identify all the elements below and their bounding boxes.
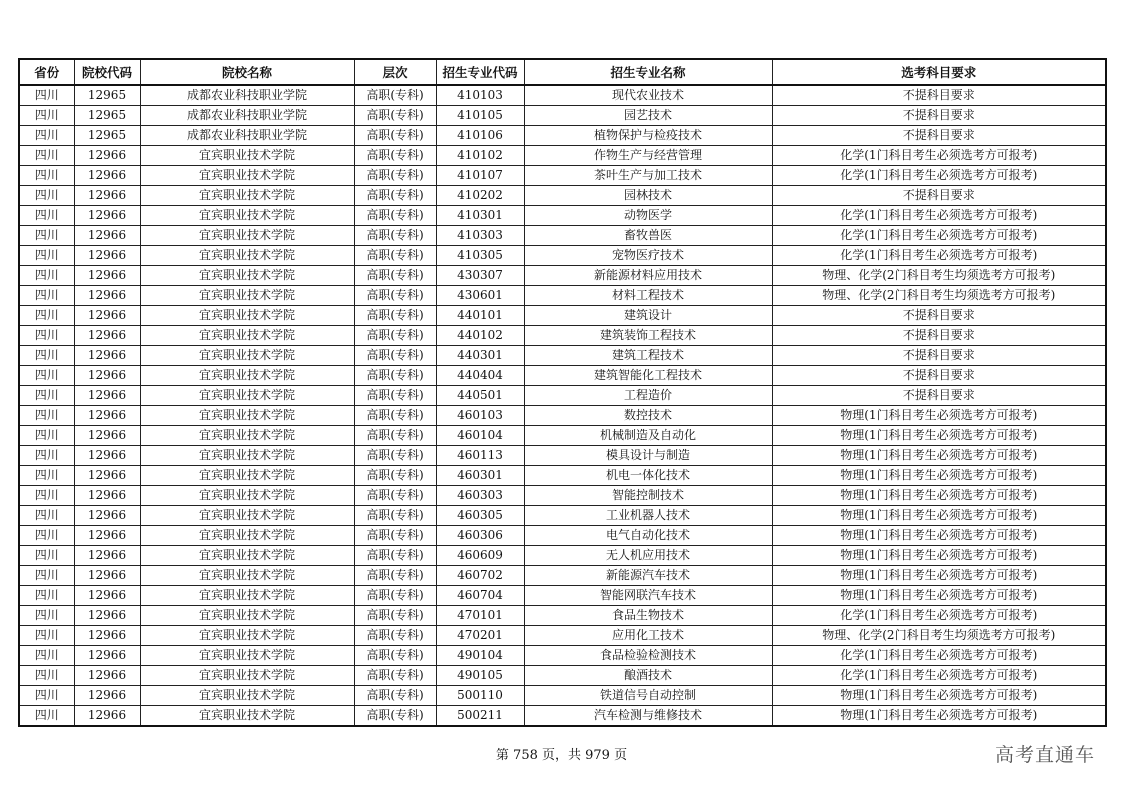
cell-school-code: 12966 bbox=[74, 646, 140, 666]
page-number: 第 758 页，共 979 页 bbox=[495, 748, 628, 763]
cell-subject-requirement: 不提科目要求 bbox=[772, 106, 1106, 126]
cell-level: 高职(专科) bbox=[354, 126, 436, 146]
cell-major-code: 470201 bbox=[436, 626, 524, 646]
cell-level: 高职(专科) bbox=[354, 386, 436, 406]
cell-major-name: 建筑工程技术 bbox=[524, 346, 772, 366]
cell-level: 高职(专科) bbox=[354, 346, 436, 366]
header-level: 层次 bbox=[354, 59, 436, 85]
cell-school-name: 宜宾职业技术学院 bbox=[140, 486, 354, 506]
cell-school-code: 12966 bbox=[74, 666, 140, 686]
cell-province: 四川 bbox=[19, 546, 74, 566]
cell-school-name: 宜宾职业技术学院 bbox=[140, 546, 354, 566]
cell-level: 高职(专科) bbox=[354, 686, 436, 706]
cell-province: 四川 bbox=[19, 706, 74, 727]
cell-subject-requirement: 化学(1门科目考生必须选考方可报考) bbox=[772, 206, 1106, 226]
cell-school-code: 12966 bbox=[74, 686, 140, 706]
cell-major-name: 食品生物技术 bbox=[524, 606, 772, 626]
cell-subject-requirement: 物理(1门科目考生必须选考方可报考) bbox=[772, 446, 1106, 466]
cell-school-code: 12966 bbox=[74, 706, 140, 727]
table-row bbox=[19, 286, 1106, 306]
cell-major-name: 模具设计与制造 bbox=[524, 446, 772, 466]
cell-school-code: 12966 bbox=[74, 486, 140, 506]
cell-province: 四川 bbox=[19, 526, 74, 546]
cell-level: 高职(专科) bbox=[354, 666, 436, 686]
cell-subject-requirement: 物理(1门科目考生必须选考方可报考) bbox=[772, 466, 1106, 486]
cell-school-code: 12966 bbox=[74, 626, 140, 646]
cell-major-name: 建筑智能化工程技术 bbox=[524, 366, 772, 386]
cell-subject-requirement: 不提科目要求 bbox=[772, 186, 1106, 206]
cell-major-name: 电气自动化技术 bbox=[524, 526, 772, 546]
watermark-logo: 高考直通车 bbox=[994, 744, 1095, 766]
cell-school-name: 宜宾职业技术学院 bbox=[140, 666, 354, 686]
cell-school-code: 12966 bbox=[74, 546, 140, 566]
cell-major-name: 工程造价 bbox=[524, 386, 772, 406]
cell-major-name: 工业机器人技术 bbox=[524, 506, 772, 526]
cell-subject-requirement: 不提科目要求 bbox=[772, 306, 1106, 326]
table-row bbox=[19, 526, 1106, 546]
cell-subject-requirement: 物理(1门科目考生必须选考方可报考) bbox=[772, 486, 1106, 506]
cell-subject-requirement: 物理(1门科目考生必须选考方可报考) bbox=[772, 406, 1106, 426]
cell-school-name: 宜宾职业技术学院 bbox=[140, 626, 354, 646]
cell-school-name: 宜宾职业技术学院 bbox=[140, 386, 354, 406]
table-row bbox=[19, 466, 1106, 486]
cell-major-code: 410102 bbox=[436, 146, 524, 166]
cell-province: 四川 bbox=[19, 85, 74, 106]
cell-subject-requirement: 物理(1门科目考生必须选考方可报考) bbox=[772, 566, 1106, 586]
cell-school-name: 成都农业科技职业学院 bbox=[140, 85, 354, 106]
cell-subject-requirement: 物理(1门科目考生必须选考方可报考) bbox=[772, 706, 1106, 727]
cell-school-code: 12965 bbox=[74, 126, 140, 146]
cell-school-name: 宜宾职业技术学院 bbox=[140, 586, 354, 606]
cell-school-name: 宜宾职业技术学院 bbox=[140, 406, 354, 426]
cell-province: 四川 bbox=[19, 226, 74, 246]
cell-level: 高职(专科) bbox=[354, 566, 436, 586]
cell-major-name: 机械制造及自动化 bbox=[524, 426, 772, 446]
table-row bbox=[19, 546, 1106, 566]
cell-major-code: 460103 bbox=[436, 406, 524, 426]
cell-level: 高职(专科) bbox=[354, 486, 436, 506]
table-row bbox=[19, 306, 1106, 326]
cell-major-code: 460704 bbox=[436, 586, 524, 606]
table-row bbox=[19, 206, 1106, 226]
cell-major-code: 490104 bbox=[436, 646, 524, 666]
cell-province: 四川 bbox=[19, 386, 74, 406]
table-row bbox=[19, 146, 1106, 166]
cell-major-name: 食品检验检测技术 bbox=[524, 646, 772, 666]
cell-school-code: 12966 bbox=[74, 506, 140, 526]
cell-major-name: 茶叶生产与加工技术 bbox=[524, 166, 772, 186]
cell-major-code: 410303 bbox=[436, 226, 524, 246]
cell-school-name: 宜宾职业技术学院 bbox=[140, 526, 354, 546]
cell-school-name: 宜宾职业技术学院 bbox=[140, 466, 354, 486]
cell-major-code: 460301 bbox=[436, 466, 524, 486]
cell-subject-requirement: 物理(1门科目考生必须选考方可报考) bbox=[772, 546, 1106, 566]
cell-major-name: 作物生产与经营管理 bbox=[524, 146, 772, 166]
cell-school-code: 12966 bbox=[74, 606, 140, 626]
cell-major-code: 440101 bbox=[436, 306, 524, 326]
header-major-name: 招生专业名称 bbox=[524, 59, 772, 85]
cell-subject-requirement: 物理、化学(2门科目考生均须选考方可报考) bbox=[772, 286, 1106, 306]
table-row bbox=[19, 626, 1106, 646]
cell-province: 四川 bbox=[19, 366, 74, 386]
cell-province: 四川 bbox=[19, 606, 74, 626]
cell-subject-requirement: 不提科目要求 bbox=[772, 126, 1106, 146]
admissions-table-wrapper bbox=[18, 58, 1105, 727]
cell-school-name: 宜宾职业技术学院 bbox=[140, 506, 354, 526]
cell-major-name: 酿酒技术 bbox=[524, 666, 772, 686]
cell-school-code: 12966 bbox=[74, 406, 140, 426]
cell-province: 四川 bbox=[19, 646, 74, 666]
cell-major-name: 现代农业技术 bbox=[524, 85, 772, 106]
cell-subject-requirement: 化学(1门科目考生必须选考方可报考) bbox=[772, 146, 1106, 166]
cell-province: 四川 bbox=[19, 426, 74, 446]
table-row bbox=[19, 686, 1106, 706]
cell-school-name: 宜宾职业技术学院 bbox=[140, 566, 354, 586]
cell-school-code: 12966 bbox=[74, 566, 140, 586]
cell-level: 高职(专科) bbox=[354, 166, 436, 186]
cell-school-code: 12966 bbox=[74, 226, 140, 246]
cell-level: 高职(专科) bbox=[354, 406, 436, 426]
table-row bbox=[19, 186, 1106, 206]
cell-province: 四川 bbox=[19, 326, 74, 346]
cell-major-name: 宠物医疗技术 bbox=[524, 246, 772, 266]
table-row bbox=[19, 486, 1106, 506]
cell-subject-requirement: 物理(1门科目考生必须选考方可报考) bbox=[772, 586, 1106, 606]
cell-school-code: 12966 bbox=[74, 146, 140, 166]
cell-subject-requirement: 化学(1门科目考生必须选考方可报考) bbox=[772, 646, 1106, 666]
cell-major-code: 460303 bbox=[436, 486, 524, 506]
cell-level: 高职(专科) bbox=[354, 146, 436, 166]
cell-level: 高职(专科) bbox=[354, 106, 436, 126]
cell-level: 高职(专科) bbox=[354, 446, 436, 466]
table-row bbox=[19, 706, 1106, 727]
cell-major-code: 440301 bbox=[436, 346, 524, 366]
cell-level: 高职(专科) bbox=[354, 326, 436, 346]
cell-school-code: 12966 bbox=[74, 326, 140, 346]
cell-major-code: 410106 bbox=[436, 126, 524, 146]
cell-province: 四川 bbox=[19, 586, 74, 606]
cell-province: 四川 bbox=[19, 306, 74, 326]
cell-school-code: 12966 bbox=[74, 206, 140, 226]
cell-province: 四川 bbox=[19, 346, 74, 366]
cell-major-code: 440501 bbox=[436, 386, 524, 406]
cell-major-code: 410202 bbox=[436, 186, 524, 206]
cell-major-code: 460702 bbox=[436, 566, 524, 586]
cell-level: 高职(专科) bbox=[354, 706, 436, 727]
cell-subject-requirement: 物理(1门科目考生必须选考方可报考) bbox=[772, 686, 1106, 706]
cell-province: 四川 bbox=[19, 446, 74, 466]
cell-major-code: 460113 bbox=[436, 446, 524, 466]
cell-major-name: 材料工程技术 bbox=[524, 286, 772, 306]
cell-province: 四川 bbox=[19, 486, 74, 506]
cell-major-code: 500211 bbox=[436, 706, 524, 727]
cell-major-code: 470101 bbox=[436, 606, 524, 626]
cell-level: 高职(专科) bbox=[354, 85, 436, 106]
cell-province: 四川 bbox=[19, 686, 74, 706]
cell-province: 四川 bbox=[19, 666, 74, 686]
cell-level: 高职(专科) bbox=[354, 546, 436, 566]
table-row bbox=[19, 85, 1106, 106]
cell-province: 四川 bbox=[19, 246, 74, 266]
cell-province: 四川 bbox=[19, 626, 74, 646]
cell-major-name: 机电一体化技术 bbox=[524, 466, 772, 486]
table-row bbox=[19, 586, 1106, 606]
cell-major-name: 畜牧兽医 bbox=[524, 226, 772, 246]
cell-school-code: 12966 bbox=[74, 426, 140, 446]
cell-school-name: 宜宾职业技术学院 bbox=[140, 246, 354, 266]
cell-major-name: 应用化工技术 bbox=[524, 626, 772, 646]
cell-province: 四川 bbox=[19, 286, 74, 306]
cell-subject-requirement: 物理(1门科目考生必须选考方可报考) bbox=[772, 526, 1106, 546]
admissions-table bbox=[18, 58, 1107, 727]
cell-school-name: 宜宾职业技术学院 bbox=[140, 366, 354, 386]
header-province: 省份 bbox=[19, 59, 74, 85]
cell-major-code: 430601 bbox=[436, 286, 524, 306]
cell-major-code: 430307 bbox=[436, 266, 524, 286]
cell-province: 四川 bbox=[19, 506, 74, 526]
cell-major-name: 无人机应用技术 bbox=[524, 546, 772, 566]
cell-major-code: 410103 bbox=[436, 85, 524, 106]
cell-major-code: 440404 bbox=[436, 366, 524, 386]
table-row bbox=[19, 266, 1106, 286]
cell-school-name: 宜宾职业技术学院 bbox=[140, 166, 354, 186]
cell-major-name: 园艺技术 bbox=[524, 106, 772, 126]
cell-subject-requirement: 化学(1门科目考生必须选考方可报考) bbox=[772, 606, 1106, 626]
cell-major-code: 440102 bbox=[436, 326, 524, 346]
cell-subject-requirement: 物理(1门科目考生必须选考方可报考) bbox=[772, 426, 1106, 446]
cell-school-name: 宜宾职业技术学院 bbox=[140, 186, 354, 206]
cell-major-name: 铁道信号自动控制 bbox=[524, 686, 772, 706]
cell-school-code: 12966 bbox=[74, 306, 140, 326]
cell-subject-requirement: 不提科目要求 bbox=[772, 326, 1106, 346]
cell-subject-requirement: 化学(1门科目考生必须选考方可报考) bbox=[772, 226, 1106, 246]
cell-major-code: 410105 bbox=[436, 106, 524, 126]
table-row bbox=[19, 326, 1106, 346]
header-school-code: 院校代码 bbox=[74, 59, 140, 85]
cell-major-code: 460305 bbox=[436, 506, 524, 526]
cell-school-name: 宜宾职业技术学院 bbox=[140, 446, 354, 466]
cell-level: 高职(专科) bbox=[354, 186, 436, 206]
cell-school-code: 12966 bbox=[74, 246, 140, 266]
table-row bbox=[19, 446, 1106, 466]
cell-level: 高职(专科) bbox=[354, 426, 436, 446]
cell-major-code: 410301 bbox=[436, 206, 524, 226]
cell-major-code: 460609 bbox=[436, 546, 524, 566]
table-row bbox=[19, 606, 1106, 626]
cell-level: 高职(专科) bbox=[354, 646, 436, 666]
cell-school-name: 成都农业科技职业学院 bbox=[140, 106, 354, 126]
cell-province: 四川 bbox=[19, 266, 74, 286]
cell-school-code: 12966 bbox=[74, 586, 140, 606]
table-row bbox=[19, 106, 1106, 126]
cell-school-name: 宜宾职业技术学院 bbox=[140, 426, 354, 446]
cell-school-name: 宜宾职业技术学院 bbox=[140, 646, 354, 666]
cell-major-code: 410107 bbox=[436, 166, 524, 186]
cell-level: 高职(专科) bbox=[354, 266, 436, 286]
cell-major-name: 新能源汽车技术 bbox=[524, 566, 772, 586]
cell-school-code: 12966 bbox=[74, 466, 140, 486]
cell-major-name: 智能网联汽车技术 bbox=[524, 586, 772, 606]
cell-subject-requirement: 不提科目要求 bbox=[772, 85, 1106, 106]
cell-school-name: 宜宾职业技术学院 bbox=[140, 326, 354, 346]
cell-major-name: 数控技术 bbox=[524, 406, 772, 426]
table-row bbox=[19, 246, 1106, 266]
cell-level: 高职(专科) bbox=[354, 286, 436, 306]
table-row bbox=[19, 366, 1106, 386]
header-subject-requirement: 选考科目要求 bbox=[772, 59, 1106, 85]
cell-school-name: 宜宾职业技术学院 bbox=[140, 686, 354, 706]
header-school-name: 院校名称 bbox=[140, 59, 354, 85]
cell-province: 四川 bbox=[19, 126, 74, 146]
cell-level: 高职(专科) bbox=[354, 626, 436, 646]
cell-school-code: 12966 bbox=[74, 526, 140, 546]
cell-school-code: 12966 bbox=[74, 266, 140, 286]
cell-level: 高职(专科) bbox=[354, 586, 436, 606]
cell-province: 四川 bbox=[19, 146, 74, 166]
cell-school-code: 12966 bbox=[74, 166, 140, 186]
cell-major-name: 新能源材料应用技术 bbox=[524, 266, 772, 286]
cell-school-code: 12966 bbox=[74, 186, 140, 206]
table-row bbox=[19, 126, 1106, 146]
cell-school-name: 宜宾职业技术学院 bbox=[140, 286, 354, 306]
cell-level: 高职(专科) bbox=[354, 526, 436, 546]
cell-school-code: 12965 bbox=[74, 106, 140, 126]
table-body bbox=[19, 85, 1106, 726]
cell-school-name: 宜宾职业技术学院 bbox=[140, 226, 354, 246]
header-major-code: 招生专业代码 bbox=[436, 59, 524, 85]
cell-level: 高职(专科) bbox=[354, 306, 436, 326]
cell-subject-requirement: 化学(1门科目考生必须选考方可报考) bbox=[772, 666, 1106, 686]
table-row bbox=[19, 166, 1106, 186]
cell-major-code: 500110 bbox=[436, 686, 524, 706]
table-row bbox=[19, 386, 1106, 406]
table-row bbox=[19, 666, 1106, 686]
table-row bbox=[19, 346, 1106, 366]
cell-major-name: 智能控制技术 bbox=[524, 486, 772, 506]
cell-school-name: 成都农业科技职业学院 bbox=[140, 126, 354, 146]
table-row bbox=[19, 226, 1106, 246]
cell-school-code: 12966 bbox=[74, 366, 140, 386]
cell-province: 四川 bbox=[19, 466, 74, 486]
cell-subject-requirement: 化学(1门科目考生必须选考方可报考) bbox=[772, 166, 1106, 186]
cell-major-code: 490105 bbox=[436, 666, 524, 686]
table-header-row bbox=[19, 59, 1106, 85]
cell-school-name: 宜宾职业技术学院 bbox=[140, 206, 354, 226]
cell-major-code: 410305 bbox=[436, 246, 524, 266]
cell-subject-requirement: 不提科目要求 bbox=[772, 386, 1106, 406]
cell-major-code: 460306 bbox=[436, 526, 524, 546]
cell-level: 高职(专科) bbox=[354, 226, 436, 246]
table-row bbox=[19, 646, 1106, 666]
cell-school-code: 12966 bbox=[74, 286, 140, 306]
cell-school-name: 宜宾职业技术学院 bbox=[140, 346, 354, 366]
cell-major-name: 植物保护与检疫技术 bbox=[524, 126, 772, 146]
cell-subject-requirement: 物理、化学(2门科目考生均须选考方可报考) bbox=[772, 626, 1106, 646]
cell-school-code: 12966 bbox=[74, 346, 140, 366]
table-row bbox=[19, 406, 1106, 426]
cell-major-name: 建筑设计 bbox=[524, 306, 772, 326]
cell-province: 四川 bbox=[19, 166, 74, 186]
cell-level: 高职(专科) bbox=[354, 506, 436, 526]
cell-school-code: 12966 bbox=[74, 386, 140, 406]
table-row bbox=[19, 506, 1106, 526]
cell-level: 高职(专科) bbox=[354, 466, 436, 486]
cell-subject-requirement: 不提科目要求 bbox=[772, 366, 1106, 386]
cell-province: 四川 bbox=[19, 406, 74, 426]
cell-school-code: 12966 bbox=[74, 446, 140, 466]
cell-subject-requirement: 化学(1门科目考生必须选考方可报考) bbox=[772, 246, 1106, 266]
cell-school-name: 宜宾职业技术学院 bbox=[140, 146, 354, 166]
cell-province: 四川 bbox=[19, 566, 74, 586]
cell-school-name: 宜宾职业技术学院 bbox=[140, 306, 354, 326]
cell-major-name: 汽车检测与维修技术 bbox=[524, 706, 772, 727]
cell-school-name: 宜宾职业技术学院 bbox=[140, 606, 354, 626]
cell-level: 高职(专科) bbox=[354, 606, 436, 626]
cell-province: 四川 bbox=[19, 106, 74, 126]
cell-major-code: 460104 bbox=[436, 426, 524, 446]
cell-major-name: 园林技术 bbox=[524, 186, 772, 206]
cell-school-name: 宜宾职业技术学院 bbox=[140, 266, 354, 286]
cell-school-code: 12965 bbox=[74, 85, 140, 106]
cell-subject-requirement: 不提科目要求 bbox=[772, 346, 1106, 366]
cell-major-name: 建筑装饰工程技术 bbox=[524, 326, 772, 346]
table-row bbox=[19, 426, 1106, 446]
cell-subject-requirement: 物理、化学(2门科目考生均须选考方可报考) bbox=[772, 266, 1106, 286]
cell-major-name: 动物医学 bbox=[524, 206, 772, 226]
cell-level: 高职(专科) bbox=[354, 246, 436, 266]
cell-province: 四川 bbox=[19, 206, 74, 226]
table-row bbox=[19, 566, 1106, 586]
cell-school-name: 宜宾职业技术学院 bbox=[140, 706, 354, 727]
cell-province: 四川 bbox=[19, 186, 74, 206]
cell-level: 高职(专科) bbox=[354, 206, 436, 226]
cell-level: 高职(专科) bbox=[354, 366, 436, 386]
cell-subject-requirement: 物理(1门科目考生必须选考方可报考) bbox=[772, 506, 1106, 526]
